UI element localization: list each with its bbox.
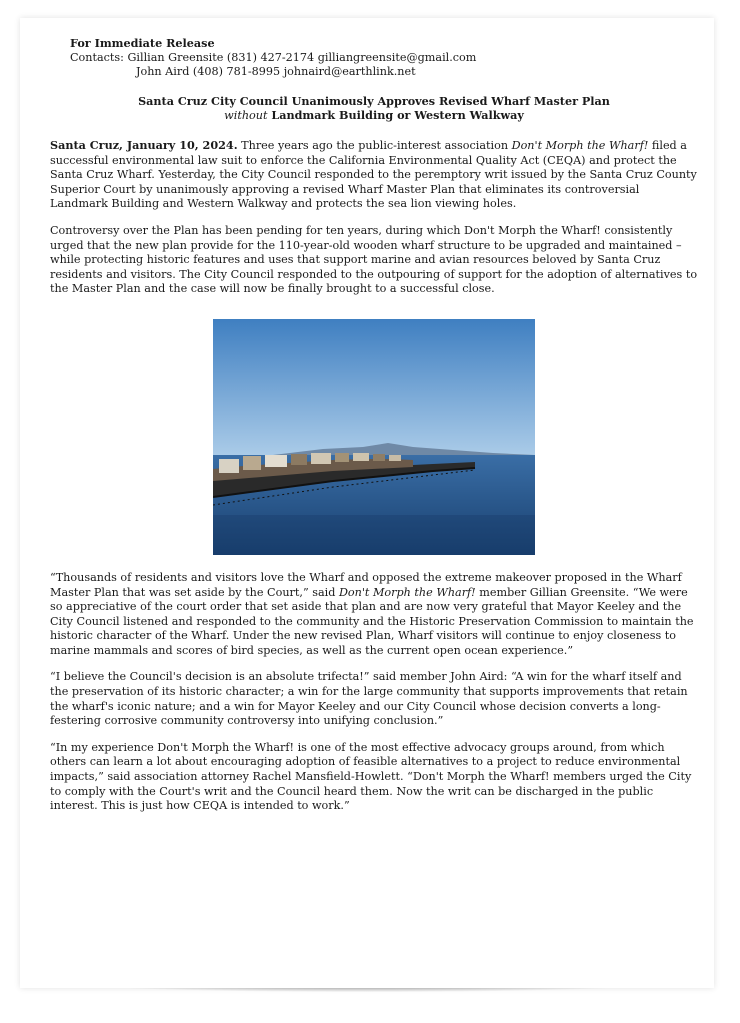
wharf-photo — [213, 319, 535, 555]
headline-line-2-rest: Landmark Building or Western Walkway — [267, 108, 524, 123]
paragraph-4: “I believe the Council's decision is an absolute trifecta!” said member John Aird: “A win for the wharf itself and the preservation of its historic character; a win for the large community that supports improvements that retain the wharf's iconic nature; and a win for Mayor Keeley and our City Council whose decision converts a long-festering corrosive community controversy into unifying conclusion.” — [50, 670, 688, 728]
contact-line-2: John Aird (408) 781-8995 johnaird@earthlink.net — [136, 65, 416, 79]
release-header — [70, 36, 698, 80]
dateline: Santa Cruz, January 10, 2024. — [50, 137, 238, 152]
paragraph-5: “In my experience Don't Morph the Wharf! is one of the most effective advocacy groups around, from which others can learn a lot about encouraging adoption of feasible alternatives to a project to reduce environmental impacts,” said association attorney Rachel Mansfield-Howlett. “Don't Morph the Wharf! members urged the City to comply with the Court's writ and the Council heard them. Now the writ can be discharged in the public interest. This is just how CEQA is intended to work.” — [50, 740, 692, 813]
document-content — [50, 36, 698, 814]
wharf-photo-image — [213, 319, 535, 555]
contact-line-1: Contacts: Gillian Greensite (831) 427-2174 gilliangreensite@gmail.com — [70, 50, 477, 64]
headline-line-2 — [50, 108, 698, 124]
p3-text-a: “Thousands of residents and visitors love the Wharf and opposed the extreme makeover proposed in the Wharf Master Plan that was set aside by the Court,” said — [50, 570, 682, 599]
release-label: For Immediate Release — [70, 36, 215, 50]
paragraph-1 — [50, 138, 698, 212]
paragraph-2: Controversy over the Plan has been pending for ten years, during which Don't Morph the Wharf! consistently urged that the new plan provide for the 110-year-old wooden wharf structure to be upgraded and maintained – while protecting historic features and uses that support marine and avian resources beloved by Santa Cruz residents and visitors. The City Council responded to the outpouring of support for the adoption of alternatives to the Master Plan and the case will now be finally brought to a successful close. — [50, 223, 698, 296]
paragraph-3 — [50, 571, 698, 659]
sea-foreground — [213, 515, 535, 555]
headline — [50, 94, 698, 124]
document-page — [20, 18, 714, 988]
headline-line-1: Santa Cruz City Council Unanimously Approves Revised Wharf Master Plan — [138, 93, 610, 108]
p1-text-a: Three years ago the public-interest association — [237, 138, 512, 152]
sky — [213, 319, 535, 455]
p1-text-b: filed a successful environmental law suit to enforce the California Environmental Quality Act (CEQA) and protect the Santa Cruz Wharf. Yesterday, the City Council responded to the peremptory writ issued by the Santa Cruz County Superior Court by unanimously approving a revised Wharf Master Plan that eliminates its controversial Landmark Building and Western Walkway and protects the sea lion viewing holes. — [50, 138, 697, 211]
p3-text-b: member Gillian Greensite. “We were so appreciative of the court order that set aside that plan and are now very grateful that Mayor Keeley and the City Council listened and responded to the community and the Historic Preservation Commission to maintain the historic character of the Wharf. Under the new revised Plan, Wharf visitors will continue to enjoy closeness to marine mammals and scores of bird species, as well as the current open ocean experience.” — [50, 585, 694, 657]
p1-org-name: Don't Morph the Wharf! — [511, 138, 649, 152]
headline-italic-word: without — [224, 109, 268, 123]
p3-org-name: Don't Morph the Wharf! — [338, 585, 476, 599]
